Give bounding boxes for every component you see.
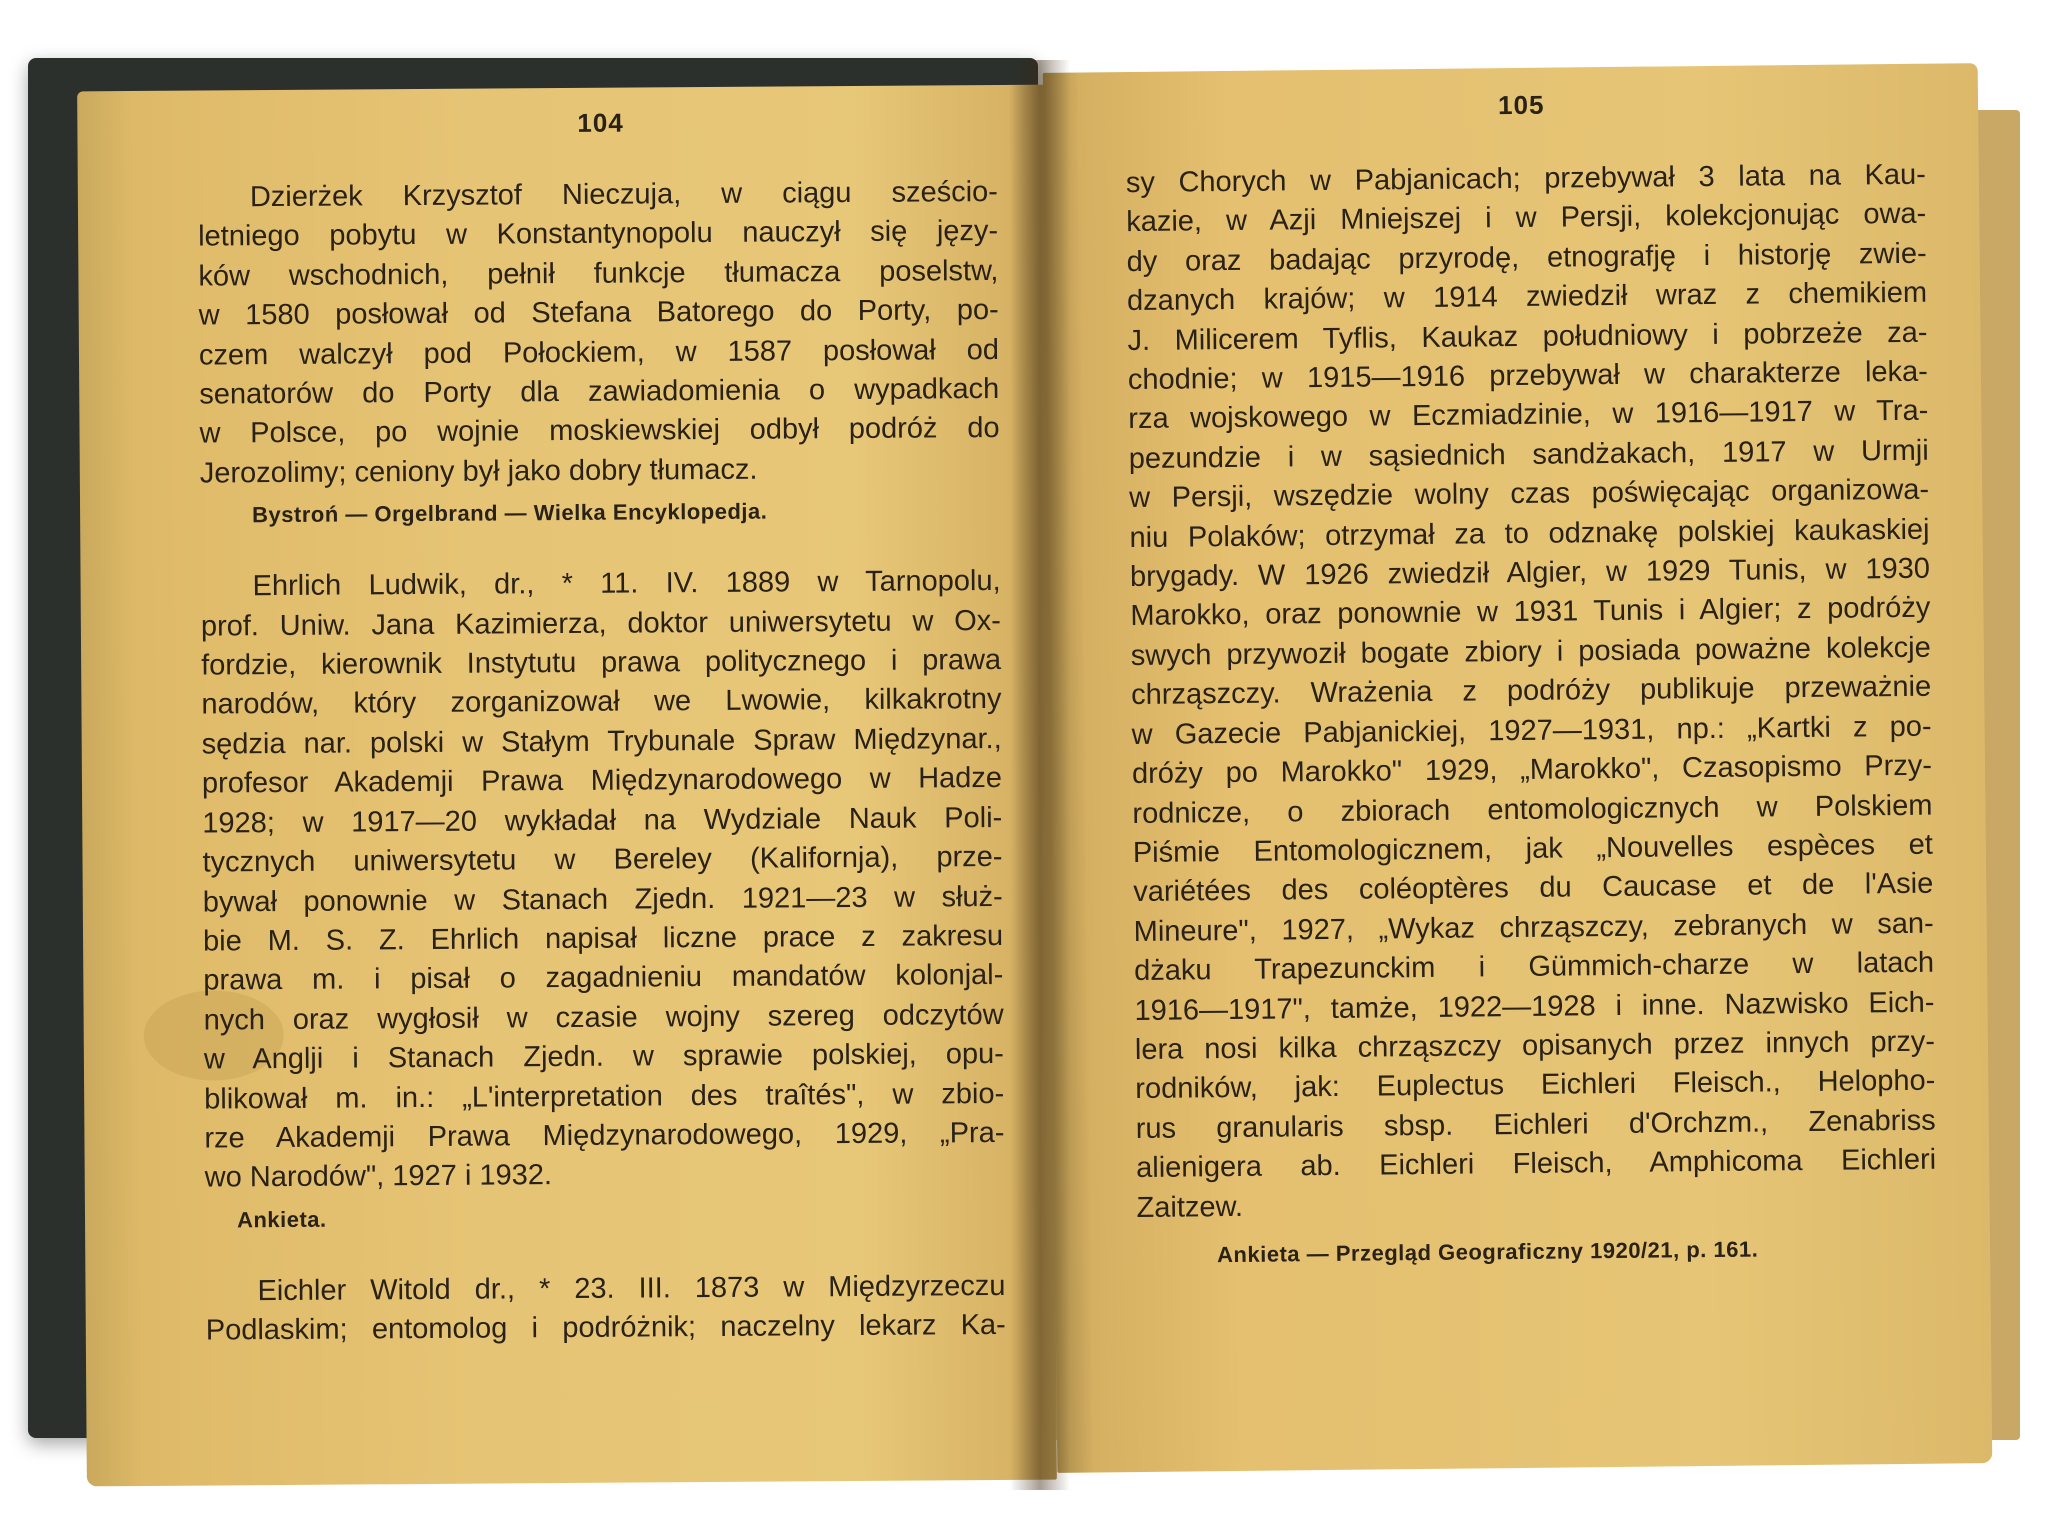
text-line: pezundzie i w sąsiednich sandżakach, 1917 w Urmji: [1128, 434, 1929, 475]
page-number-right: 105: [1497, 89, 1545, 121]
entry-source: Bystroń — Orgelbrand — Wielka Encyklopedja.: [252, 498, 768, 528]
book-spine-shadow: [1010, 60, 1070, 1490]
text-line: Podlaskim; entomolog i podróżnik; naczelny lekarz Ka-: [205, 1309, 1006, 1347]
text-line: sędzia nar. polski w Stałym Trybunale Spraw Międzynar.,: [201, 722, 1002, 761]
text-line: letniego pobytu w Konstantynopolu nauczył się języ-: [198, 215, 999, 253]
text-line: niu Polaków; otrzymał za to odznakę polskiej kaukaskiej: [1129, 513, 1930, 554]
text-line: rza wojskowego w Eczmiadzinie, w 1916—1917 w Tra-: [1128, 395, 1929, 436]
entry-source: Ankieta — Przegląd Geograficzny 1920/21, p. 161.: [1216, 1236, 1759, 1268]
text-line: alienigera ab. Eichleri Fleisch, Amphicoma Eichleri: [1136, 1143, 1937, 1185]
text-line: czem walczył pod Połockiem, w 1587 posłował od: [198, 333, 1000, 372]
text-line: w Persji, wszędzie wolny czas poświęcając organizowa-: [1128, 473, 1930, 515]
text-line: sy Chorych w Pabjanicach; przebywał 3 lata na Kau-: [1125, 158, 1926, 200]
entry-ehrlich: [200, 562, 1005, 1240]
text-line: chodnie; w 1915—1916 przebywał w charakterze leka-: [1127, 355, 1929, 397]
text-line: w 1580 posłował od Stefana Batorego do Porty, po-: [198, 294, 999, 332]
text-line: nych oraz wygłosił w czasie wojny szereg odczytów: [203, 998, 1004, 1037]
text-line: kazie, w Azji Mniejszej i w Persji, kolekcjonując owa-: [1126, 198, 1927, 239]
text-line: fordzie, kierownik Instytutu prawa politycznego i prawa: [201, 644, 1002, 682]
text-line: w Anglji i Stanach Zjedn. w sprawie polskiej, opu-: [203, 1038, 1004, 1076]
text-line: brygady. W 1926 zwiedził Algier, w 1929 Tunis, w 1930: [1129, 552, 1931, 594]
text-line: dzanych krajów; w 1914 zwiedził wraz z chemikiem: [1126, 276, 1928, 318]
text-line: Dzierżek Krzysztof Nieczuja, w ciągu sześcio-: [249, 175, 998, 214]
text-line: variétées des coléoptères du Caucase et de l'Asie: [1133, 867, 1934, 909]
text-line: dróży po Marokko" 1929, „Marokko", Czasopismo Przy-: [1131, 749, 1933, 791]
text-line: narodów, który zorganizował we Lwowie, kilkakrotny: [201, 683, 1002, 722]
text-line: prawa m. i pisał o zagadnieniu mandatów kolonjal-: [203, 959, 1004, 997]
entry-dzierzek: [198, 173, 1000, 536]
text-line: w Gazecie Pabjanickiej, 1927—1931, np.: „Kartki z po-: [1131, 710, 1932, 751]
text-line: chrząszczy. Wrażenia z podróży publikuje przeważnie: [1131, 670, 1932, 712]
entry-source: Ankieta.: [236, 1206, 327, 1233]
text-line: prof. Uniw. Jana Kazimierza, doktor uniwersytetu w Ox-: [200, 604, 1001, 643]
text-line: ków wschodnich, pełnił funkcje tłumacza poselstw,: [198, 254, 999, 293]
text-line: 1928; w 1917—20 wykładał na Wydziale Nauk Poli-: [202, 801, 1003, 840]
text-line: blikował m. in.: „L'interpretation des traîtés", w zbio-: [204, 1077, 1005, 1116]
text-line: rze Akademji Prawa Międzynarodowego, 1929, „Pra-: [204, 1116, 1005, 1155]
text-line: J. Milicerem Tyflis, Kaukaz południowy i pobrzeże za-: [1127, 316, 1928, 357]
text-line: Mineure", 1927, „Wykaz chrząszczy, zebranych w san-: [1133, 907, 1934, 948]
text-line: dżaku Trapezunckim i Gümmich-charze w latach: [1133, 946, 1935, 988]
text-line: rodnicze, o zbiorach entomologicznych w Polskiem: [1132, 789, 1933, 830]
text-line: dy oraz badając przyrodę, etnografję i historję zwie-: [1126, 237, 1927, 278]
text-line: Jerozolimy; ceniony był jako dobry tłumacz.: [199, 453, 758, 490]
text-line: w Polsce, po wojnie moskiewskiej odbył podróż do: [199, 412, 1000, 450]
text-line: Piśmie Entomologicznem, jak „Nouvelles espèces et: [1132, 828, 1933, 869]
text-line: lera nosi kilka chrząszczy opisanych przez innych przy-: [1134, 1025, 1936, 1066]
text-line: Eichler Witold dr., * 23. III. 1873 w Międzyrzeczu: [257, 1269, 1006, 1307]
text-line: profesor Akademji Prawa Międzynarodowego w Hadze: [201, 762, 1003, 800]
right-page-text: [1126, 156, 1938, 1276]
text-line: rus granularis sbsp. Eichleri d'Orchzm., Zenabriss: [1135, 1104, 1936, 1145]
page-number-left: 104: [577, 107, 624, 138]
text-line: 1916—1917", tamże, 1922—1928 i inne. Nazwisko Eich-: [1134, 986, 1935, 1027]
text-line: Marokko, oraz ponownie w 1931 Tunis i Algier; z podróży: [1130, 592, 1931, 633]
text-line: wo Narodów", 1927 i 1932.: [204, 1159, 553, 1194]
entry-eichler: [205, 1267, 1006, 1351]
text-line: Zaitzew.: [1136, 1190, 1244, 1224]
right-page: [1043, 63, 1993, 1473]
left-page: [77, 85, 1057, 1487]
text-line: Ehrlich Ludwik, dr., * 11. IV. 1889 w Tarnopolu,: [252, 565, 1001, 603]
text-line: bywał ponownie w Stanach Zjedn. 1921—23 w służ-: [202, 880, 1003, 919]
text-line: senatorów do Porty dla zawiadomienia o wypadkach: [199, 373, 1000, 411]
left-page-text: [198, 173, 1006, 1351]
text-line: tycznych uniwersytetu w Bereley (Kalifornja), prze-: [202, 841, 1003, 879]
text-line: rodników, jak: Euplectus Eichleri Fleisch., Helopho-: [1135, 1064, 1936, 1106]
text-line: bie M. S. Z. Ehrlich napisał liczne prace z zakresu: [202, 919, 1004, 958]
text-line: swych przywoził bogate zbiory i posiada poważne kolekcje: [1130, 631, 1931, 672]
